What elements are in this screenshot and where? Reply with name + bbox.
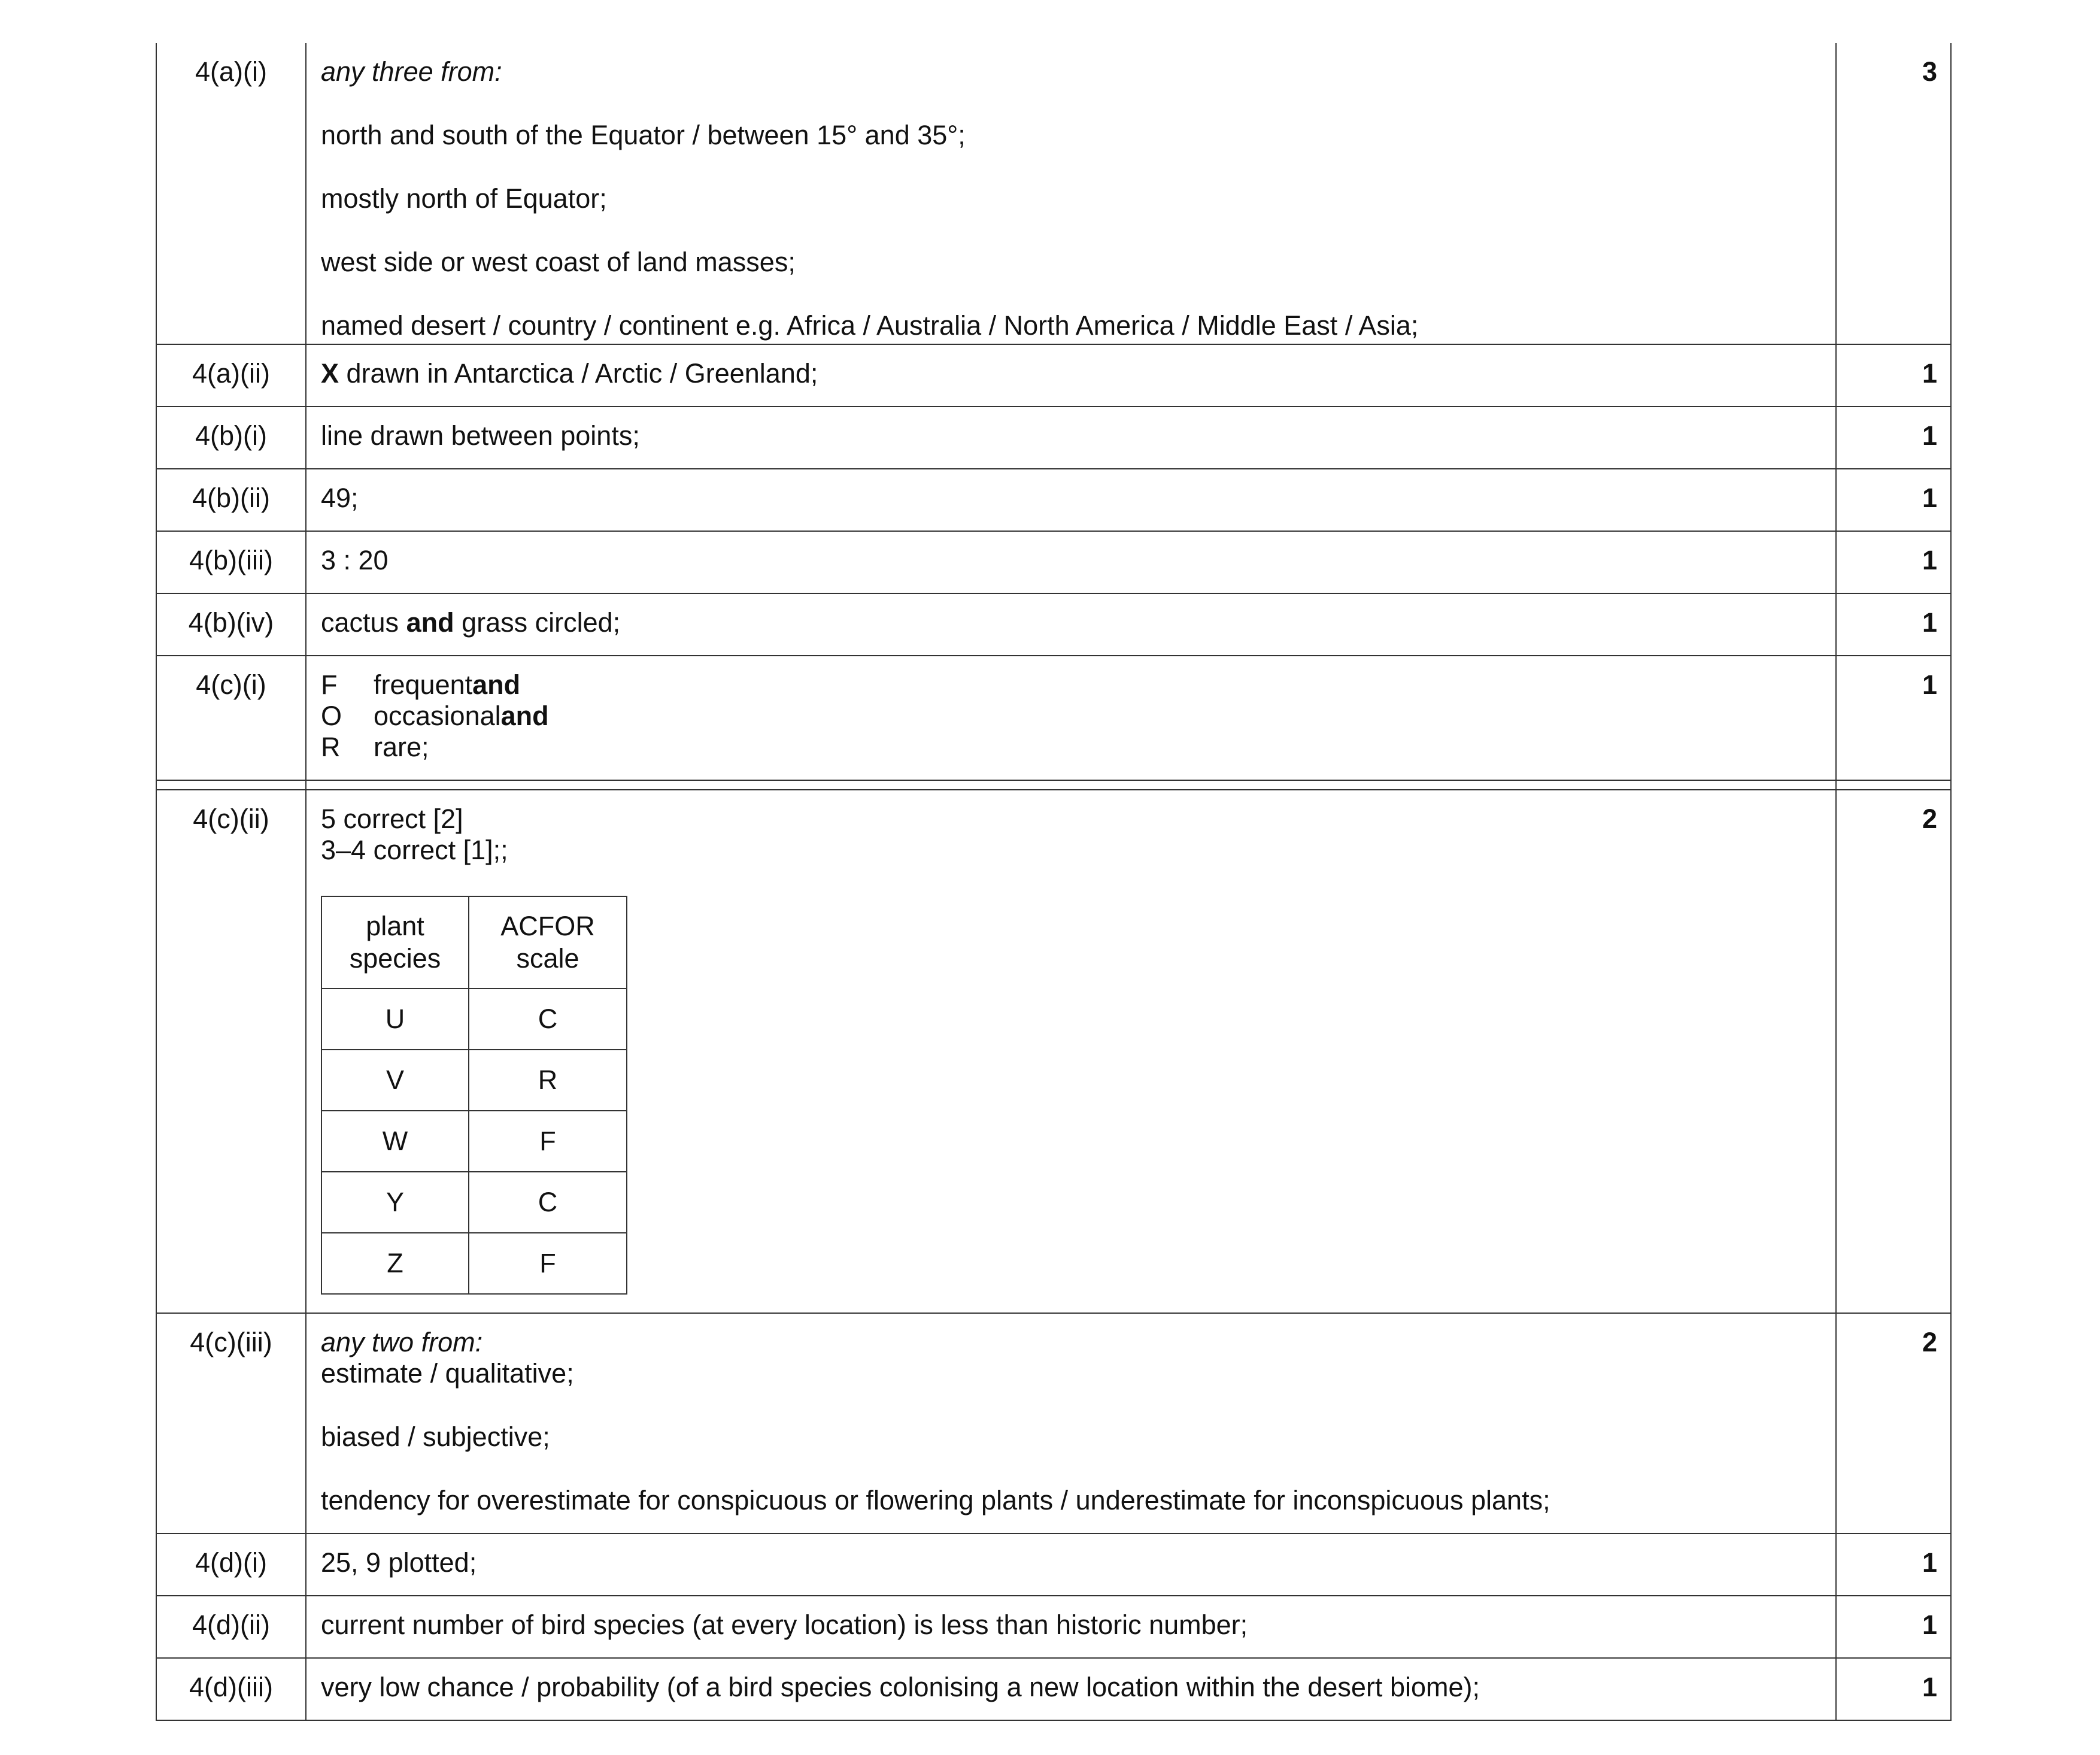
answer-cell: line drawn between points; [306,407,1837,468]
answer-point: tendency for overestimate for conspicuous or flowering plants / underestimate for inconspicuous plants; [321,1485,1550,1515]
separator-cell [306,781,1837,789]
table-cell: F [469,1111,627,1172]
answer-cell: 49; [306,469,1837,531]
answer-point: west side or west coast of land masses; [321,247,796,277]
marks: 3 [1922,56,1937,87]
marks: 1 [1922,607,1937,638]
question-number: 4(c)(i) [157,656,306,780]
table-row [157,43,1950,344]
answer-intro: any three from: [321,56,502,87]
acfor-table [321,896,627,1295]
answer-cell: 3 : 20 [306,532,1837,593]
table-row [321,1050,627,1111]
separator-cell [1837,781,1950,789]
answer-point: mostly north of Equator; [321,183,607,214]
table-row [321,1233,627,1294]
answer-point: biased / subjective; [321,1421,550,1452]
table-row [321,1172,627,1233]
answer-point: north and south of the Equator / between 15° and 35°; [321,120,966,150]
marks: 2 [1922,804,1937,834]
table-cell: R [469,1050,627,1111]
answer-cell: X drawn in Antarctica / Arctic / Greenland; [306,345,1837,406]
marks: 2 [1922,1327,1937,1357]
answer-point: estimate / qualitative; [321,1358,574,1389]
answer-line: 3–4 correct [1];; [321,835,508,865]
marks: 1 [1922,669,1937,700]
row-separator [157,780,1950,789]
question-number: 4(c)(iii) [157,1314,306,1533]
answer-intro: any two from: [321,1327,483,1357]
marks: 1 [1922,420,1937,451]
table-row [157,531,1950,593]
marks: 1 [1922,1672,1937,1702]
question-number: 4(b)(i) [157,407,306,468]
table-row [157,1313,1950,1533]
table-row [157,1657,1950,1720]
table-cell: C [469,1172,627,1233]
table-row [157,1595,1950,1657]
mark-scheme-table [156,43,1952,1721]
marks: 1 [1922,358,1937,389]
question-number: 4(b)(iii) [157,532,306,593]
table-row [157,655,1950,780]
marks: 1 [1922,1547,1937,1578]
question-number: 4(d)(ii) [157,1596,306,1657]
table-row [321,989,627,1050]
table-row [321,1111,627,1172]
answer-cell: 25, 9 plotted; [306,1534,1837,1595]
answer-cell: very low chance / probability (of a bird species colonising a new location within the desert biome); [306,1659,1837,1720]
question-number: 4(d)(i) [157,1534,306,1595]
table-cell: V [321,1050,469,1111]
question-number: 4(a)(i) [157,43,306,344]
table-row [157,344,1950,406]
question-number: 4(a)(ii) [157,345,306,406]
marks: 1 [1922,483,1937,513]
answer-cell: cactus and grass circled; [306,594,1837,655]
table-cell: C [469,989,627,1050]
answer-cell [306,43,1837,344]
answer-cell [306,790,1837,1313]
table-row [157,593,1950,655]
question-number: 4(c)(ii) [157,790,306,1313]
table-cell: Y [321,1172,469,1233]
column-header: plant species [321,896,469,989]
acfor-line: R rare; [321,732,429,762]
table-cell: W [321,1111,469,1172]
table-header-row [321,896,627,989]
table-row [157,468,1950,531]
marks: 1 [1922,545,1937,575]
acfor-line: O occasional and [321,701,549,731]
table-cell: U [321,989,469,1050]
answer-cell [306,1314,1837,1533]
acfor-line: F frequent and [321,669,521,700]
answer-cell [306,656,1837,780]
answer-point: named desert / country / continent e.g. Africa / Australia / North America / Middle East / Asia; [321,310,1419,341]
table-row [157,789,1950,1313]
answer-line: 5 correct [2] [321,804,463,834]
table-cell: F [469,1233,627,1294]
column-header: ACFOR scale [469,896,627,989]
question-number: 4(b)(iv) [157,594,306,655]
table-row [157,406,1950,468]
table-cell: Z [321,1233,469,1294]
answer-cell: current number of bird species (at every location) is less than historic number; [306,1596,1837,1657]
table-row [157,1533,1950,1595]
marks: 1 [1922,1609,1937,1640]
question-number: 4(d)(iii) [157,1659,306,1720]
question-number: 4(b)(ii) [157,469,306,531]
